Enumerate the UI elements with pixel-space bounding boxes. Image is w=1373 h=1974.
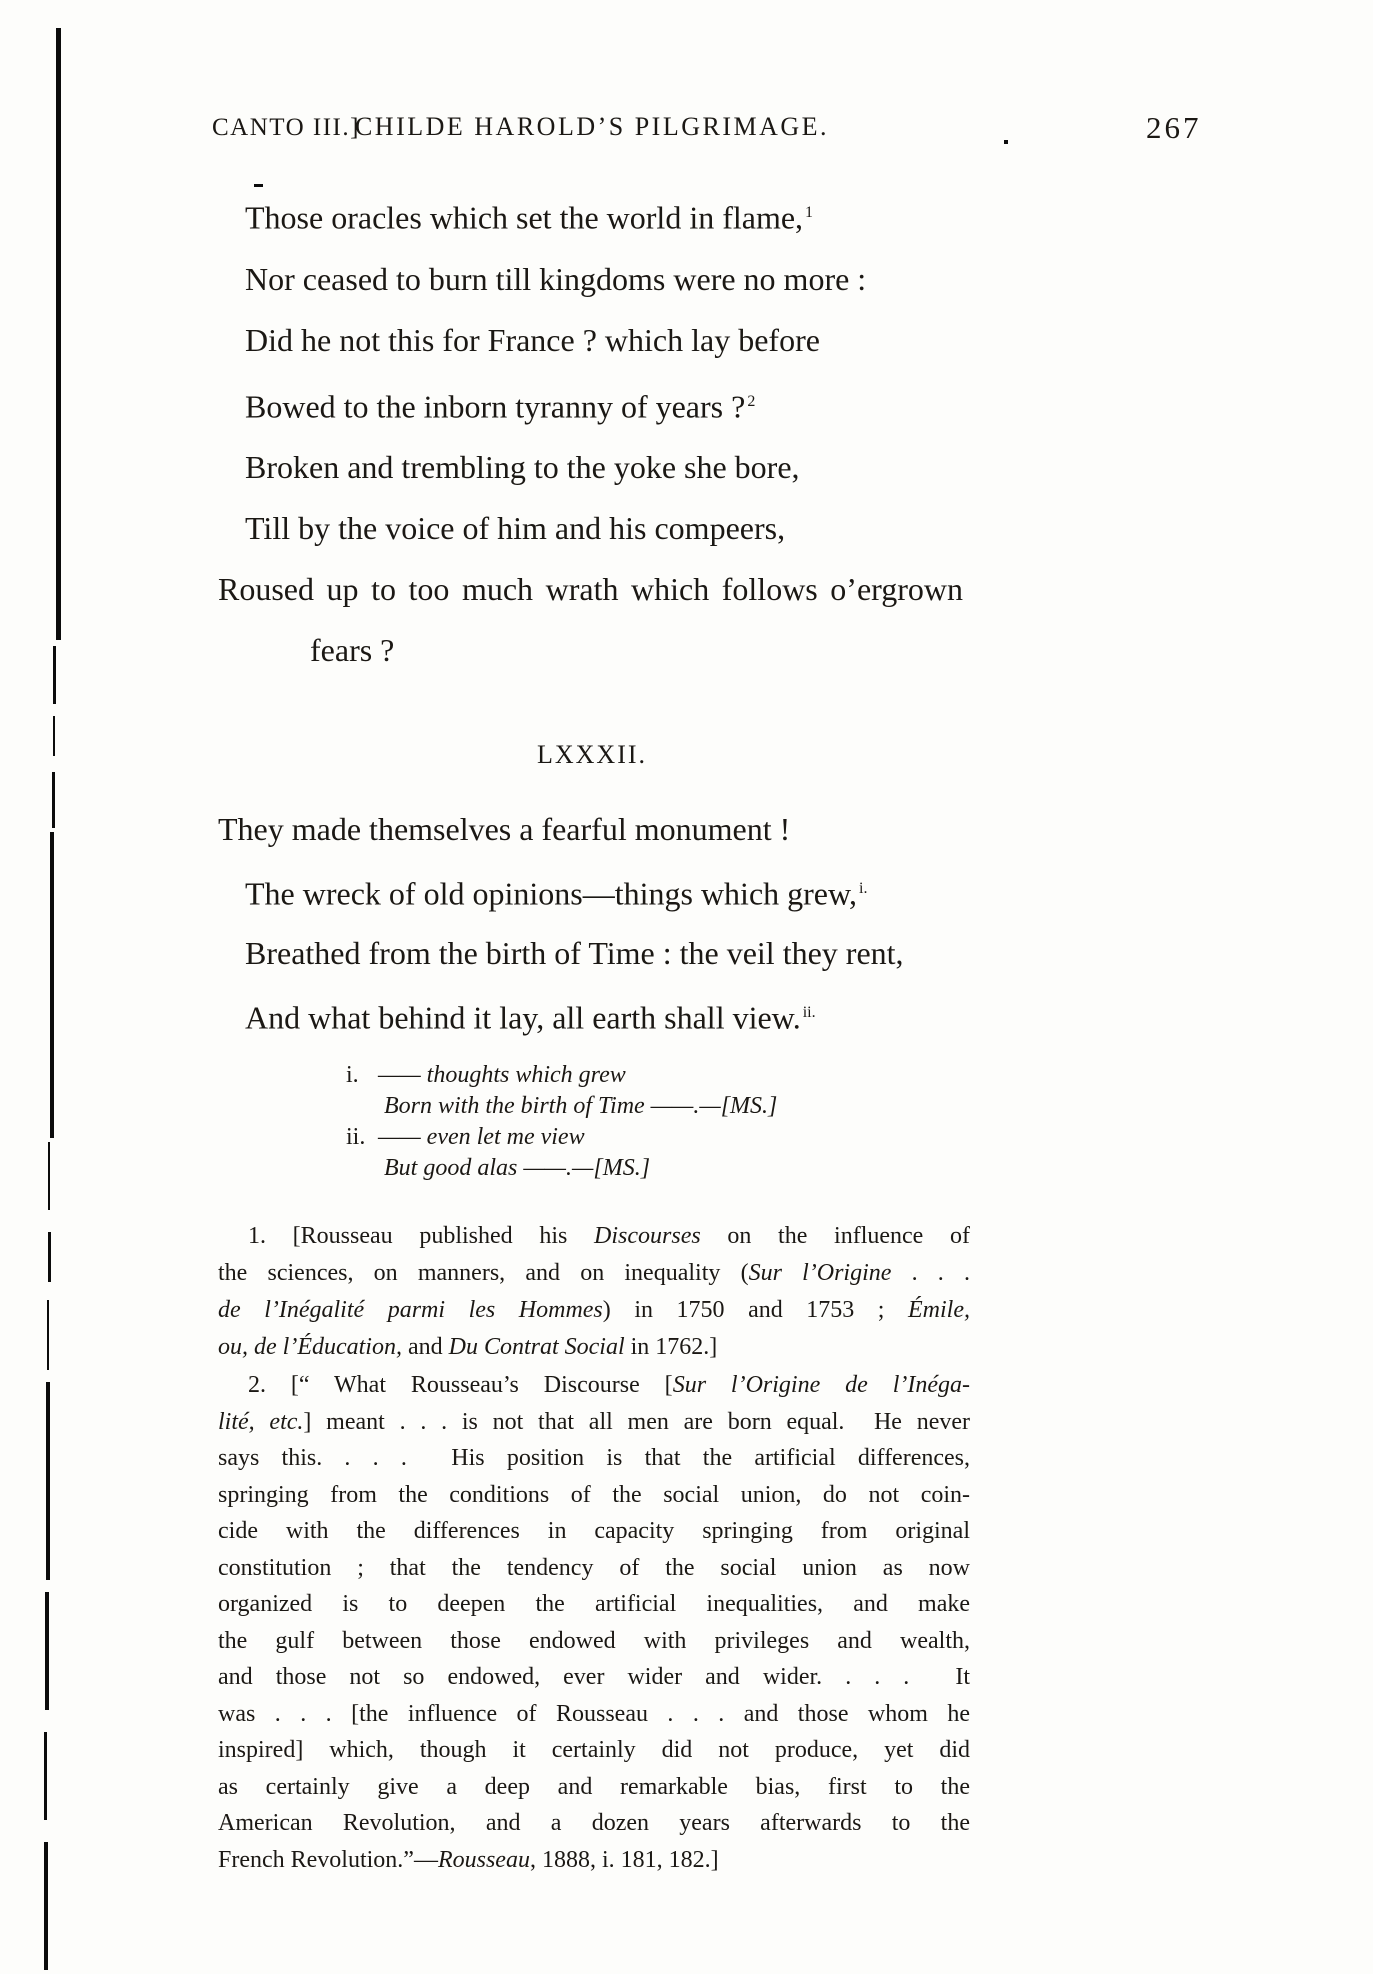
canto-label: CANTO III.] <box>212 114 360 141</box>
stanza-lxxxii <box>218 800 1128 1047</box>
text-line: ou, de l’Éducation, and Du Contrat Social in 1762.] <box>218 1334 718 1360</box>
variant-note-line <box>346 1122 777 1153</box>
text-line: inspired] which, though it certainly did not produce, yet did <box>218 1737 970 1763</box>
binding-edge-line <box>45 1592 49 1710</box>
text-line: constitution ; that the tendency of the social union as now <box>218 1554 970 1581</box>
text-line: Roused up to too much wrath which follows o’ergrown <box>218 571 963 608</box>
binding-edge-line <box>44 1842 48 1970</box>
variant-note-line: Born with the birth of Time ——.—[MS.] <box>384 1093 778 1119</box>
text-line: and those not so endowed, ever wider and wider. . . . It <box>218 1664 970 1690</box>
running-header <box>0 110 1373 154</box>
variant-note-text: —— even let me view <box>378 1124 585 1150</box>
text-line: Breathed from the birth of Time : the veil they rent, <box>245 934 904 971</box>
text-line: as certainly give a deep and remarkable bias, first to the <box>218 1773 970 1800</box>
text-line: organized is to deepen the artificial inequalities, and make <box>218 1591 970 1617</box>
text-line: fears ? <box>310 632 395 669</box>
binding-edge-line <box>50 832 54 1138</box>
stanza-lxxxi-continuation <box>218 182 1128 681</box>
page-number: 267 <box>1146 110 1202 145</box>
binding-edge-line <box>53 716 55 756</box>
text-line: says this. . . . His position is that the artificial differences, <box>218 1445 970 1471</box>
text-line: Nor ceased to burn till kingdoms were no more : <box>245 260 867 297</box>
text-line: French Revolution.”—Rousseau, 1888, i. 181, 182.] <box>218 1846 719 1873</box>
text-line: de l’Inégalité parmi les Hommes) in 1750 and 1753 ; Émile, <box>218 1297 970 1323</box>
variant-note-label: ii. <box>346 1124 366 1150</box>
binding-edge-line <box>53 646 56 704</box>
text-line: And what behind it lay, all earth shall view. $^{ii.}$ <box>245 999 816 1036</box>
text-line: the sciences, on manners, and on inequality (Sur l’Origine . . . <box>218 1260 971 1286</box>
text-line: Bowed to the inborn tyranny of years ? $^2$ <box>245 388 756 425</box>
variant-note-line: But good alas ——.—[MS.] <box>384 1155 651 1181</box>
text-line: Broken and trembling to the yoke she bore, <box>245 449 800 486</box>
variant-note-text: —— thoughts which grew <box>378 1062 626 1088</box>
binding-edge-line <box>47 1300 49 1370</box>
text-line: the gulf between those endowed with privileges and wealth, <box>218 1627 970 1654</box>
manuscript-variant-notes <box>346 1060 777 1184</box>
footnote-1 <box>218 1218 970 1366</box>
text-line: springing from the conditions of the social union, do not coin- <box>218 1481 970 1508</box>
text-line: They made themselves a fearful monument ! <box>218 811 791 847</box>
page-title: CHILDE HAROLD’S PILGRIMAGE. <box>354 112 830 141</box>
text-line: Did he not this for France ? which lay before <box>245 321 820 358</box>
binding-edge-line <box>52 772 55 828</box>
binding-edge-line <box>48 1142 50 1210</box>
text-line: Till by the voice of him and his compeers, <box>245 510 786 547</box>
text-line: Those oracles which set the world in flame, $^1$ <box>245 199 814 236</box>
text-line: cide with the differences in capacity springing from original <box>218 1518 970 1544</box>
text-line: lité, etc.] meant . . . is not that all men are born equal. He never <box>218 1408 970 1435</box>
variant-note-label: i. <box>346 1062 359 1088</box>
footnote-2 <box>218 1367 970 1878</box>
variant-note-line <box>346 1060 777 1091</box>
text-line: American Revolution, and a dozen years afterwards to the <box>218 1810 970 1836</box>
binding-edge-line <box>44 1732 47 1820</box>
text-line: was . . . [the influence of Rousseau . . . and those whom he <box>218 1700 970 1727</box>
binding-edge-line <box>46 1382 50 1580</box>
stanza-heading: LXXXII. <box>536 740 648 769</box>
binding-edge-line <box>48 1232 51 1282</box>
text-line: 1. [Rousseau published his Discourses on the influence of <box>248 1223 970 1249</box>
text-line: 2. [“ What Rousseau’s Discourse [Sur l’Origine de l’Inéga- <box>248 1372 971 1398</box>
text-line: The wreck of old opinions—things which grew, $^{i.}$ <box>245 875 868 912</box>
